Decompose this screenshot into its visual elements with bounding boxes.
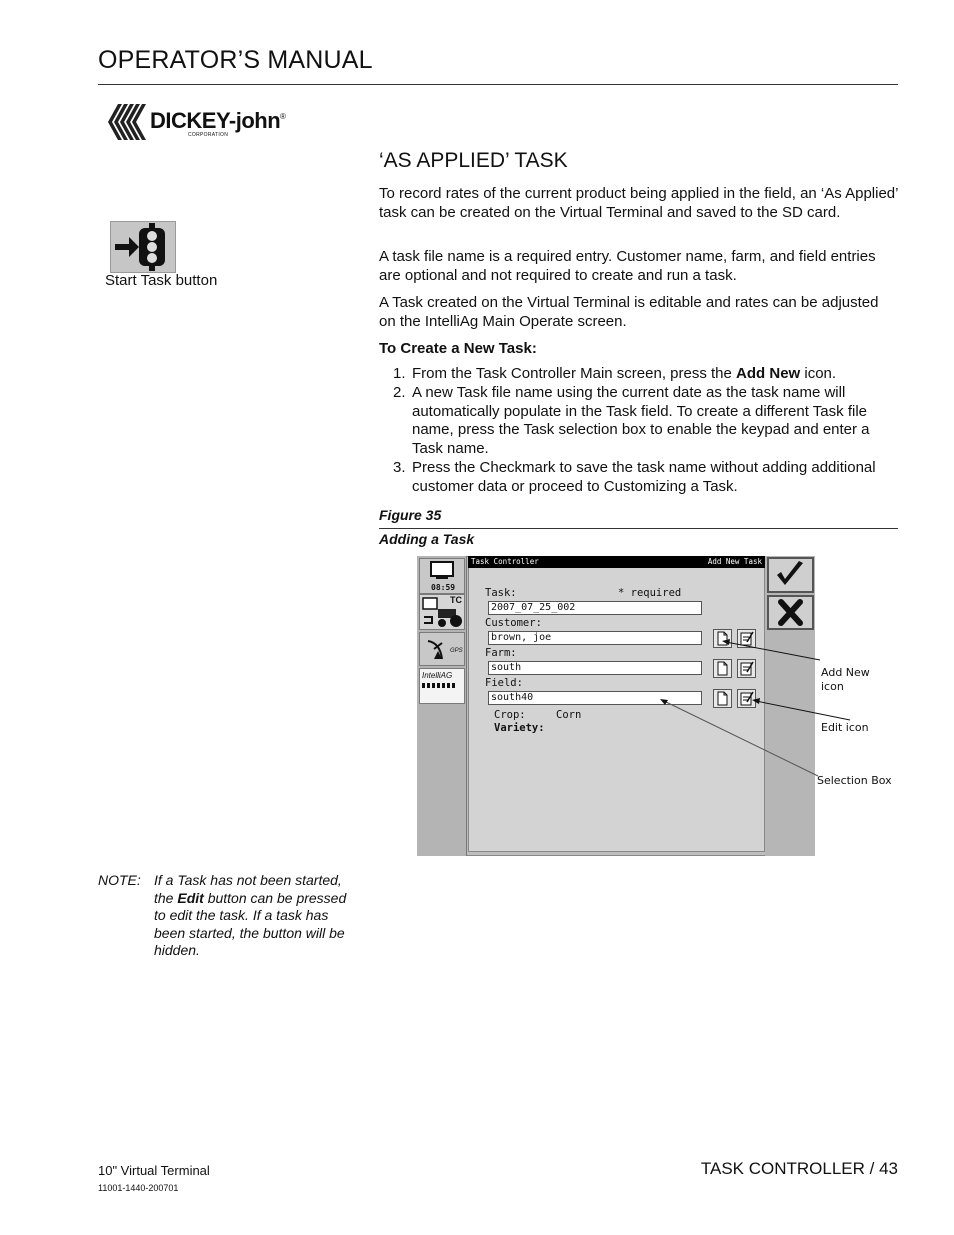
- add-new-arrowhead: [722, 639, 730, 645]
- section-title: ‘AS APPLIED’ TASK: [379, 149, 568, 172]
- note-body: [154, 872, 354, 960]
- logo-brand-text: DICKEY-john: [150, 108, 281, 133]
- step-text-bold: Add New: [736, 365, 801, 382]
- note-text-post: button can be pressed to edit the task. If a task has been started, the button will be hidden.: [154, 889, 347, 958]
- field-label: Field:: [485, 677, 523, 689]
- farm-label: Farm:: [485, 647, 517, 659]
- step-number: 3.: [393, 459, 406, 476]
- callout-add-new-icon: Add New icon: [821, 666, 870, 693]
- footer-doc-number: 11001-1440-200701: [98, 1183, 179, 1193]
- selection-leader-line: [664, 701, 818, 776]
- customer-selection-box[interactable]: brown, joe: [488, 631, 702, 645]
- paragraph-intro: To record rates of the current product being applied in the field, an ‘As Applied’ task can be created on the Virtual Terminal and saved to the SD card.: [379, 185, 898, 221]
- step-number: 1.: [393, 365, 406, 382]
- start-task-caption: Start Task button: [105, 272, 218, 289]
- titlebar-screen-name: Add New Task: [707, 557, 762, 566]
- crop-value: Corn: [556, 709, 582, 721]
- figure-caption: Adding a Task: [379, 531, 475, 547]
- clock-readout: 08:59: [431, 583, 456, 592]
- figure-label: Figure 35: [379, 507, 442, 523]
- callout-edit-icon: Edit icon: [821, 721, 869, 734]
- selection-arrowhead: [660, 699, 668, 705]
- callout-selection-box: Selection Box: [817, 774, 892, 787]
- note-label: NOTE:: [98, 872, 141, 888]
- task-label: Task:: [485, 587, 517, 599]
- logo-corporation-text: CORPORATION: [188, 132, 229, 138]
- required-note: * required: [618, 587, 682, 599]
- note-text-bold: Edit: [177, 889, 204, 906]
- note-text-pre: If a Task has not been started, the: [154, 872, 342, 906]
- page-header-title: OPERATOR’S MANUAL: [98, 46, 373, 74]
- steps-heading: To Create a New Task:: [379, 340, 537, 357]
- footer-page: TASK CONTROLLER / 43: [700, 1159, 898, 1178]
- paragraph-editable: A Task created on the Virtual Terminal is editable and rates can be adjusted on the IntelliAg Main Operate screen.: [379, 294, 879, 330]
- titlebar-app-name: Task Controller: [471, 557, 539, 566]
- intelliag-label: IntelliAG: [422, 671, 453, 680]
- step-text-pre: From the Task Controller Main screen, press the: [412, 365, 737, 382]
- add-new-leader-line: [726, 642, 820, 660]
- logo-registered-mark: ®: [280, 112, 286, 121]
- edit-arrowhead: [752, 698, 760, 704]
- gps-label: GPS: [450, 648, 463, 654]
- task-selection-box[interactable]: 2007_07_25_002: [488, 601, 702, 615]
- variety-label: Variety:: [494, 722, 545, 734]
- step-text: Press the Checkmark to save the task name without adding additional customer data or proceed to Customizing a Task.: [412, 459, 876, 495]
- farm-selection-box[interactable]: south: [488, 661, 702, 675]
- field-selection-box[interactable]: south40: [488, 691, 702, 705]
- footer-product: 10" Virtual Terminal: [98, 1163, 210, 1178]
- step-text: A new Task file name using the current date as the task name will automatically populate in the Task field. To create a different Task file name, press the Task selection box to enable the keypad and enter a Task name.: [412, 384, 870, 457]
- step-text-post: icon.: [800, 365, 837, 382]
- step-number: 2.: [393, 384, 406, 401]
- tc-label: TC: [450, 595, 462, 605]
- crop-label: Crop:: [494, 709, 526, 721]
- paragraph-required-entry: A task file name is a required entry. Customer name, farm, and field entries are optional and not required to create and run a task.: [379, 248, 876, 284]
- customer-label: Customer:: [485, 617, 542, 629]
- edit-leader-line: [756, 701, 850, 720]
